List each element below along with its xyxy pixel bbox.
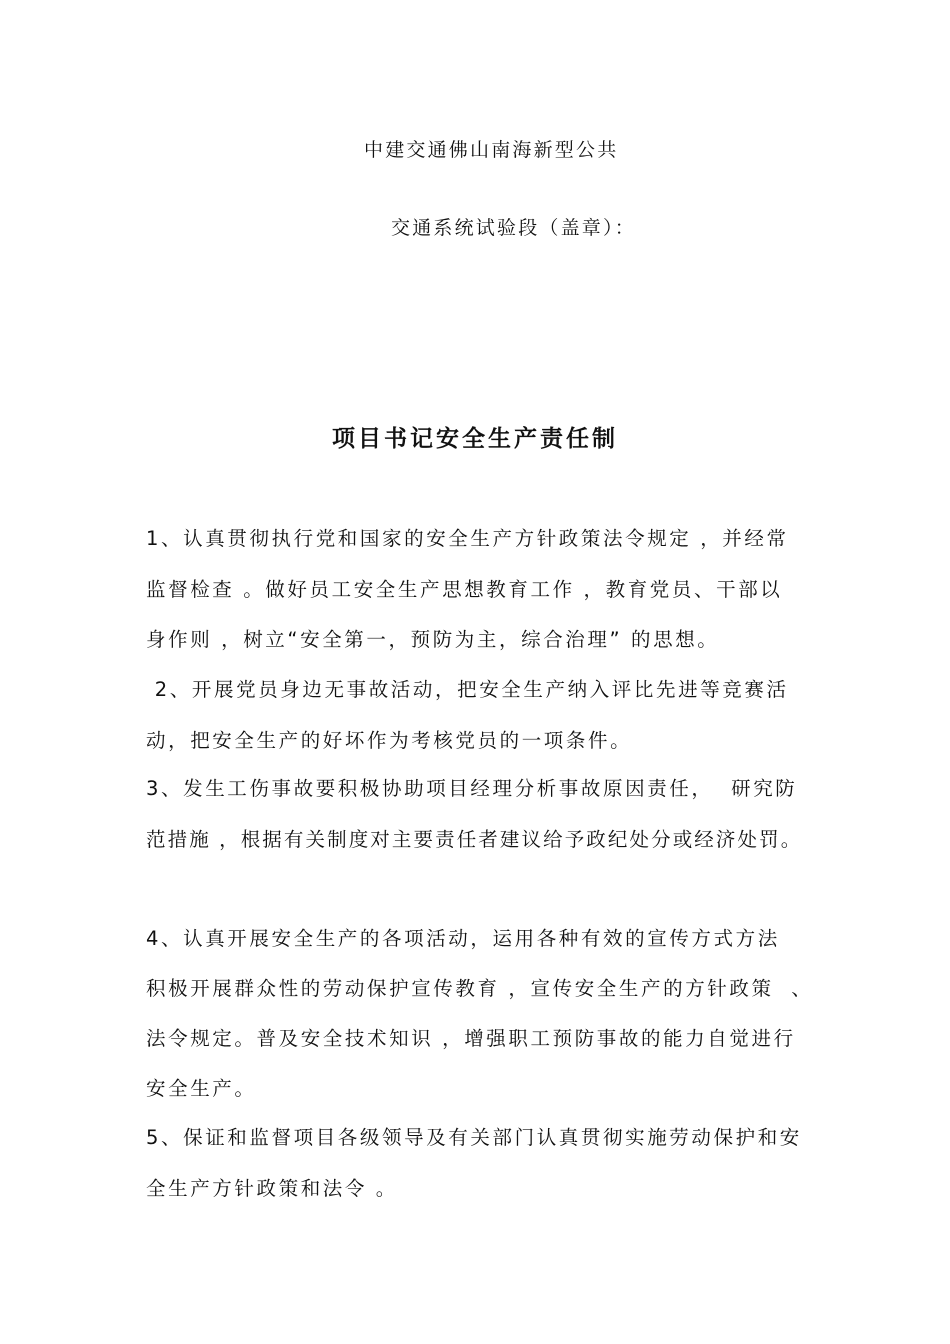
item-2-line-1: 2、开展党员身边无事故活动，把安全生产纳入评比先进等竞赛活 bbox=[146, 678, 789, 701]
item-3-line-1: 3、发生工伤事故要积极协助项目经理分析事故原因责任， 研究防 bbox=[146, 777, 798, 800]
item-5-line-1: 5、保证和监督项目各级领导及有关部门认真贯彻实施劳动保护和安 bbox=[146, 1126, 802, 1149]
document-title: 项目书记安全生产责任制 bbox=[332, 426, 618, 452]
item-4-line-4: 安全生产。 bbox=[146, 1077, 257, 1100]
item-2-line-2: 动，把安全生产的好坏作为考核党员的一项条件。 bbox=[146, 729, 633, 752]
item-3-line-2: 范措施 ，根据有关制度对主要责任者建议给予政纪处分或经济处罚。 bbox=[146, 828, 803, 851]
item-1-line-3: 身作则 ，树立“安全第一，预防为主，综合治理” 的思想。 bbox=[146, 628, 720, 651]
header-company-line2: 交通系统试验段（盖章）： bbox=[391, 217, 636, 239]
header-company-line1: 中建交通佛山南海新型公共 bbox=[364, 139, 619, 161]
item-4-line-3: 法令规定。普及安全技术知识 ，增强职工预防事故的能力自觉进行 bbox=[146, 1027, 796, 1050]
item-4-line-2: 积极开展群众性的劳动保护宣传教育 ，宣传安全生产的方针政策 、 bbox=[146, 977, 814, 1000]
item-1-line-1: 1、认真贯彻执行党和国家的安全生产方针政策法令规定 ，并经常 bbox=[146, 527, 789, 550]
item-5-line-2: 全生产方针政策和法令 。 bbox=[146, 1177, 398, 1200]
item-4-line-1: 4、认真开展安全生产的各项活动，运用各种有效的宣传方式方法 bbox=[146, 927, 780, 950]
item-1-line-2: 监督检查 。做好员工安全生产思想教育工作 ，教育党员、干部以 bbox=[146, 578, 783, 601]
